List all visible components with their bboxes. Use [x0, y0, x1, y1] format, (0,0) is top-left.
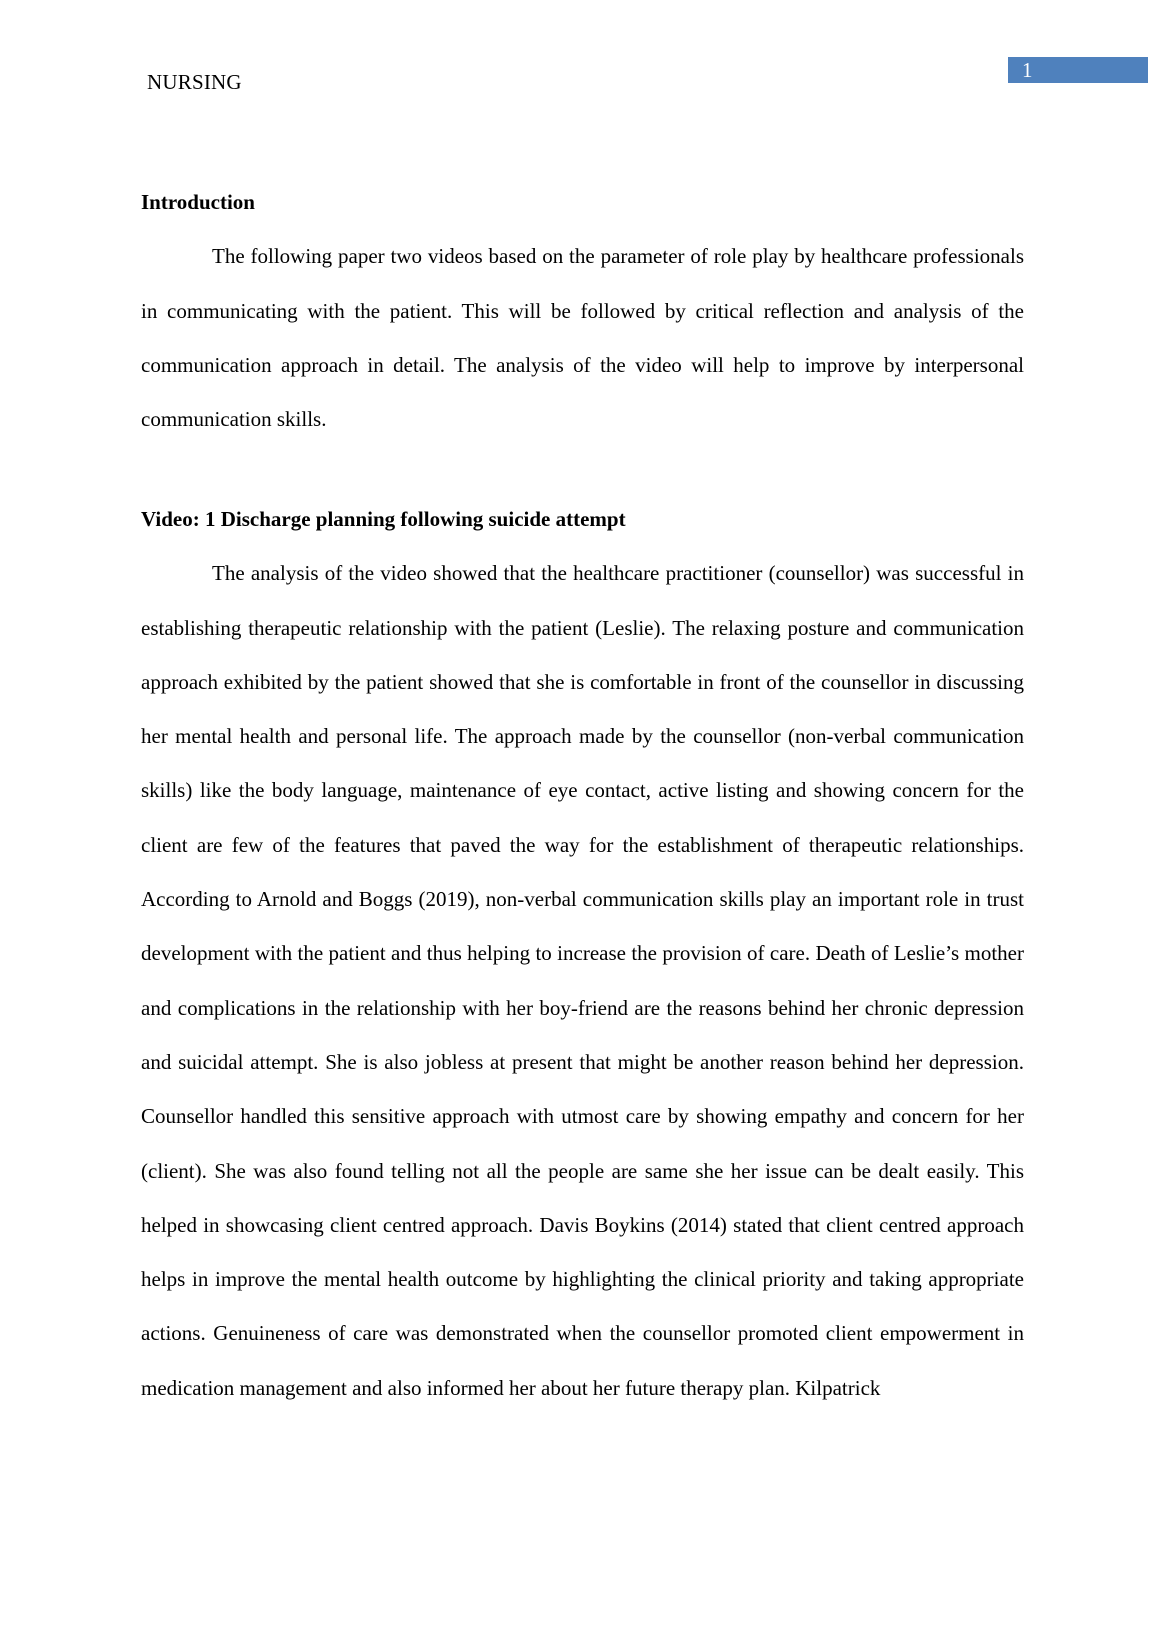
page-number: 1 — [1008, 57, 1148, 83]
section-paragraph: The analysis of the video showed that the healthcare practitioner (counsellor) was successful in establishing therapeutic relationship with the patient (Leslie). The relaxing posture and communication approach exhibited by the patient showed that she is comfortable in front of the counsellor in discussing her mental health and personal life. The approach made by the counsellor (non-verbal communication skills) like the body language, maintenance of eye contact, active listing and showing concern for the client are few of the features that paved the way for the establishment of therapeutic relationships. According to Arnold and Boggs (2019), non-verbal communication skills play an important role in trust development with the patient and thus helping to increase the provision of care. Death of Leslie’s mother and complications in the relationship with her boy-friend are the reasons behind her chronic depression and suicidal attempt. She is also jobless at present that might be another reason behind her depression. Counsellor handled this sensitive approach with utmost care by showing empathy and concern for her (client). She was also found telling not all the people are same she her issue can be dealt easily. This helped in showcasing client centred approach. Davis Boykins (2014) stated that client centred approach helps in improve the mental health outcome by highlighting the clinical priority and taking appropriate actions. Genuineness of care was demonstrated when the counsellor promoted client empowerment in medication management and also informed her about her future therapy plan. Kilpatrick — [141, 561, 1024, 1400]
section-video-1 — [141, 492, 1024, 1415]
section-paragraph: The following paper two videos based on the parameter of role play by healthcare professionals in communicating with the patient. This will be followed by critical reflection and analysis of the communication approach in detail. The analysis of the video will help to improve by interpersonal communication skills. — [141, 244, 1024, 432]
section-heading: Video: 1 Discharge planning following suicide attempt — [141, 507, 626, 531]
section-heading: Introduction — [141, 190, 255, 214]
section-introduction — [141, 175, 1024, 446]
running-head: NURSING — [147, 70, 242, 94]
